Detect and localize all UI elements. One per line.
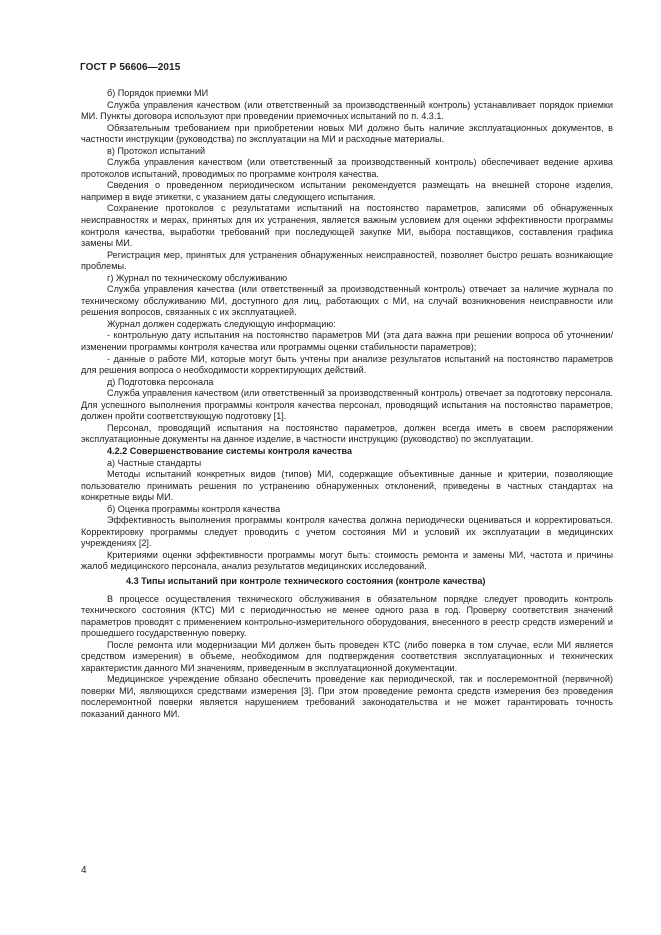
paragraph: г) Журнал по техническому обслуживанию (107, 272, 288, 283)
paragraph: Служба управления качества (или ответственный за производственный контроль) отвечает за наличие журнала по техническому обслуживанию МИ, доступного для лиц, работающих с МИ, на случай возникновения неисправности или решения вопросов, связанных с их эксплуатацией. (81, 284, 613, 318)
paragraph: Журнал должен содержать следующую информацию: (107, 318, 336, 329)
paragraph: д) Подготовка персонала (107, 376, 214, 387)
paragraph: Персонал, проводящий испытания на постоянство параметров, должен всегда иметь в своем распоряжении эксплуатационные документы на данное изделие, в частности инструкцию (руководство) по эксплуатации. (81, 422, 613, 445)
paragraph: Медицинское учреждение обязано обеспечить проведение как периодической, так и послеремонтной (первичной) поверки МИ, являющихся средствами измерения [3]. При этом проведение ремонта средств измерения без проведения послеремонтной поверки является нарушением требований законодательства и не может гарантировать точность показаний данного МИ. (81, 674, 613, 719)
paragraph: - данные о работе МИ, которые могут быть учтены при анализе результатов испытаний на постоянство параметров для решения вопроса о необходимости корректирующих действий. (81, 353, 613, 376)
paragraph: - контрольную дату испытания на постоянство параметров МИ (эта дата важна при решении вопроса об уточнении/изменении программы контроля качества или программы оценки стабильности параметров); (81, 330, 613, 353)
paragraph: Методы испытаний конкретных видов (типов) МИ, содержащие объективные данные и критерии, позволяющие пользователю принимать решения по устранению обнаруженных отклонений, приведены в частных стандартах на конкретные виды МИ. (81, 469, 613, 503)
paragraph: Регистрация мер, принятых для устранения обнаруженных неисправностей, позволяет быстро решать возникающие проблемы. (81, 249, 613, 272)
document-header-title: ГОСТ Р 56606—2015 (80, 62, 181, 73)
paragraph: Сведения о проведенном периодическом испытании рекомендуется размещать на внешней стороне изделия, например в виде этикетки, с указанием даты следующего испытания. (81, 180, 613, 202)
paragraph: Обязательным требованием при приобретении новых МИ должно быть наличие эксплуатационных документов, в частности инструкции (руководства) по эксплуатации на МИ и расходные материалы. (81, 122, 613, 145)
paragraph: Служба управления качеством (или ответственный за производственный контроль) обеспечивает ведение архива протоколов испытаний, проводимых по программе контроля качества. (81, 157, 613, 179)
paragraph: Эффективность выполнения программы контроля качества должна периодически оцениваться и корректироваться. Корректировку программы следует проводить с учетом состояния МИ и условий их эксплуатации в медицинских учреждениях [2]. (81, 515, 613, 549)
paragraph: б) Порядок приемки МИ (107, 88, 209, 98)
document-body (81, 88, 613, 721)
paragraph: Сохранение протоколов с результатами испытаний на постоянство параметров, записями об обнаруженных неисправностях и мерах, принятых для их устранения, является важным условием для оценки эффективности программы контроля качества, выработки требований при последующей закупке МИ, выбора поставщиков, составления графика замены МИ. (81, 203, 613, 249)
paragraph: Служба управления качеством (или ответственный за производственный контроль) устанавливает порядок приемки МИ. Пункты договора используют при проведении приемочных испытаний по п. 4.3.1. (81, 99, 613, 122)
paragraph: Критериями оценки эффективности программы могут быть: стоимость ремонта и замены МИ, частота и причины жалоб медицинского персонала, анализ результатов медицинских исследований. (81, 549, 613, 572)
paragraph: После ремонта или модернизации МИ должен быть проведен КТС (либо поверка в том случае, если МИ является средством измерения) в объеме, необходимом для подтверждения соответствия эксплуатационных и технических характеристик данного МИ значениям, приведенным в эксплуатационной документации. (81, 639, 613, 673)
paragraph: в) Протокол испытаний (107, 145, 206, 156)
paragraph: Служба управления качеством (или ответственный за производственный контроль) отвечает за подготовку персонала. Для успешного выполнения программы контроля качества персонал, проводящий испытания на постоянство параметров, должен пройти соответствующую подготовку [1]. (81, 388, 613, 422)
paragraph: б) Оценка программы контроля качества (107, 503, 281, 514)
paragraph: а) Частные стандарты (107, 457, 202, 468)
paragraph: В процессе осуществления технического обслуживания в обязательном порядке следует проводить контроль технического состояния (КТС) МИ с периодичностью не менее одного раза в год. Проверку соответствия значений параметров проводят с применением контрольно-измерительного оборудования, внесенного в реестр средств измерений и прошедшего государственную поверку. (81, 593, 613, 639)
section-heading: 4.3 Типы испытаний при контроле технического состояния (контроле качества) (126, 575, 486, 586)
page-number: 4 (81, 865, 87, 876)
section-heading: 4.2.2 Совершенствование системы контроля качества (107, 445, 352, 456)
